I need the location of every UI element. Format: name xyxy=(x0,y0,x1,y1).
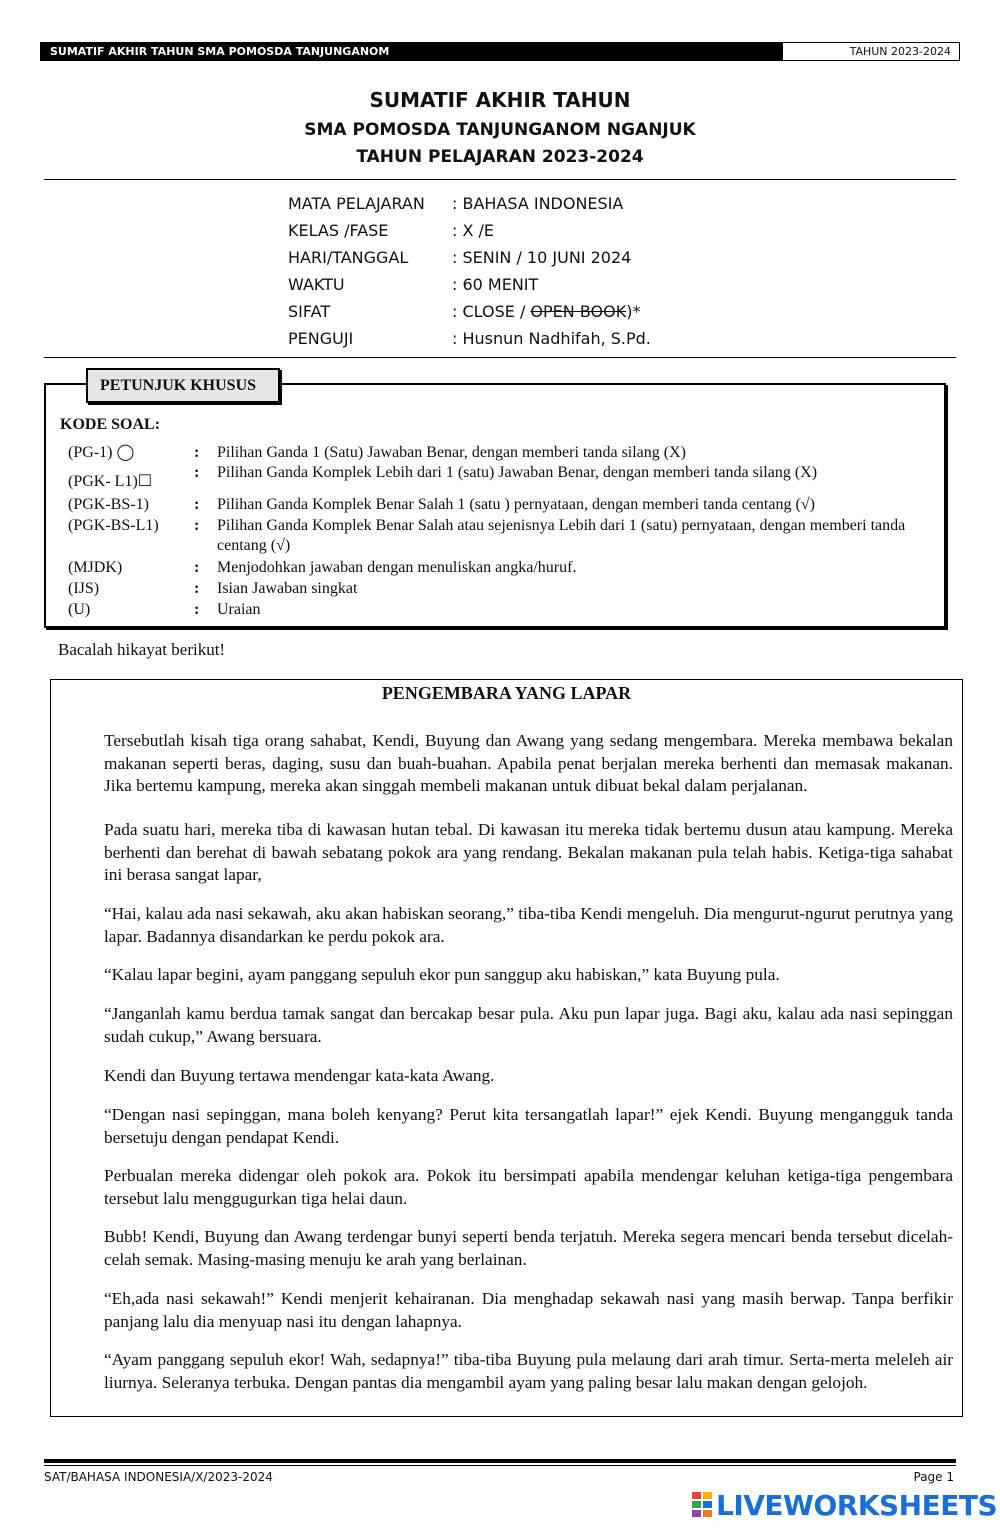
meta-label: WAKTU xyxy=(288,275,345,294)
meta-row-subject xyxy=(288,190,651,217)
divider-bottom xyxy=(44,357,956,358)
code-label: (PGK-BS-L1) xyxy=(68,517,159,534)
meta-value-strikethrough: OPEN BOOK xyxy=(530,302,627,321)
academic-year-title: TAHUN PELAJARAN 2023-2024 xyxy=(356,147,644,167)
divider-top xyxy=(44,179,956,180)
meta-row-time xyxy=(288,271,651,298)
meta-value: : 60 MENIT xyxy=(452,275,539,294)
exam-meta xyxy=(288,190,651,352)
code-label: (U) xyxy=(68,601,91,618)
school-banner: SUMATIF AKHIR TAHUN SMA POMOSDA TANJUNGANOM xyxy=(40,42,782,61)
story-paragraph: “Kalau lapar begini, ayam panggang sepuluh ekor pun sanggup aku habiskan,” kata Buyung pula. xyxy=(104,965,780,984)
code-label: (PGK-BS-1) xyxy=(68,496,149,513)
meta-label: PENGUJI xyxy=(288,329,354,348)
code-label: (PG-1) ◯ xyxy=(68,444,135,461)
code-colon: : xyxy=(194,559,200,576)
meta-value-prefix: : CLOSE / xyxy=(452,302,531,321)
story-title: PENGEMBARA YANG LAPAR xyxy=(381,683,632,703)
meta-label: SIFAT xyxy=(288,302,331,321)
code-list-title: KODE SOAL: xyxy=(60,416,161,433)
reading-instruction: Bacalah hikayat berikut! xyxy=(58,640,226,659)
story-paragraph: Pada suatu hari, mereka tiba di kawasan hutan tebal. Di kawasan itu mereka tidak bertemu dusun atau kampung. Mereka berhenti dan berehat di bawah sebatang pokok ara yang rendang. Bekalan makanan pula telah habis. Ketiga-tiga sahabat ini berasa sangat lapar, xyxy=(104,820,953,884)
story-paragraph: Kendi dan Buyung tertawa mendengar kata-kata Awang. xyxy=(104,1066,495,1085)
code-colon: : xyxy=(194,517,200,534)
top-header-bar xyxy=(40,42,960,61)
story-paragraph: “Ayam panggang sepuluh ekor! Wah, sedapnya!” tiba-tiba Buyung pula melaung dari arah timur. Serta-merta meleleh air liurnya. Seleranya terbuka. Dengan pantas dia mengambil ayam yang paling besar lalu makan dengan gelojoh. xyxy=(104,1350,953,1392)
story-paragraph: “Dengan nasi sepinggan, mana boleh kenyang? Perut kita tersangatlah lapar!” ejek Kendi. Buyung mengangguk tanda bersetuju dengan pendapat Kendi. xyxy=(104,1105,953,1147)
meta-row-date xyxy=(288,244,651,271)
code-description: Isian Jawaban singkat xyxy=(217,580,358,597)
code-label: (PGK- L1)☐ xyxy=(68,473,153,490)
story-paragraph: “Janganlah kamu berdua tamak sangat dan bercakap besar pula. Aku pun lapar juga. Bagi aku, kalau ada nasi sepinggan sudah cukup,” Awang bersuara. xyxy=(104,1004,953,1046)
code-colon: : xyxy=(194,601,200,618)
footer-page-number: Page 1 xyxy=(913,1470,954,1484)
meta-value: : X /E xyxy=(452,221,495,240)
meta-row-examiner xyxy=(288,325,651,352)
liveworksheets-wordmark: LIVEWORKSHEETS xyxy=(716,1489,998,1522)
code-colon: : xyxy=(194,464,200,481)
code-description: Menjodohkan jawaban dengan menuliskan angka/huruf. xyxy=(217,559,577,576)
code-description: Pilihan Ganda Komplek Benar Salah 1 (satu ) pernyataan, dengan memberi tanda centang (√) xyxy=(217,496,815,513)
exam-title: SUMATIF AKHIR TAHUN xyxy=(369,88,631,112)
meta-value: : BAHASA INDONESIA xyxy=(452,194,624,213)
code-colon: : xyxy=(194,444,200,461)
meta-label: KELAS /FASE xyxy=(288,221,389,240)
code-colon: : xyxy=(194,580,200,597)
liveworksheets-logo-icon xyxy=(692,1492,714,1518)
code-description: Pilihan Ganda 1 (Satu) Jawaban Benar, dengan memberi tanda silang (X) xyxy=(217,444,686,461)
story-paragraph: “Hai, kalau ada nasi sekawah, aku akan habiskan seorang,” tiba-tiba Kendi mengeluh. Dia mengurut-ngurut perutnya yang lapar. Badannya disandarkan ke perdu pokok ara. xyxy=(104,904,953,946)
meta-label: HARI/TANGGAL xyxy=(288,248,409,267)
meta-value: : Husnun Nadhifah, S.Pd. xyxy=(452,329,651,348)
year-tag: TAHUN 2023-2024 xyxy=(782,42,960,61)
story-paragraph: Perbualan mereka didengar oleh pokok ara. Pokok itu bersimpati apabila mendengar keluhan ketiga-tiga pengembara tersebut lalu menggugurkan tiga helai daun. xyxy=(104,1166,953,1208)
code-description: Uraian xyxy=(217,601,261,618)
code-description: Pilihan Ganda Komplek Benar Salah atau sejenisnya Lebih dari 1 (satu) pernyataan, dengan memberi tanda centang (√) xyxy=(217,517,906,554)
story-paragraph: Tersebutlah kisah tiga orang sahabat, Kendi, Buyung dan Awang yang sedang mengembara. Mereka membawa bekalan makanan seperti beras, daging, susu dan buah-buahan. Apabila penat berjalan mereka berhenti dan memasak makanan. Jika bertemu kampung, mereka akan singgah membeli makanan untuk dibuat bekal dalam perjalanan. xyxy=(104,731,953,795)
meta-row-class xyxy=(288,217,651,244)
code-label: (MJDK) xyxy=(68,559,123,576)
meta-value-suffix: )* xyxy=(626,302,641,321)
story-paragraph: Bubb! Kendi, Buyung dan Awang terdengar bunyi seperti benda terjatuh. Mereka segera mencari benda tersebut dicelah-celah semak. Masing-masing menuju ke arah yang berlainan. xyxy=(104,1227,953,1269)
story-paragraph: “Eh,ada nasi sekawah!” Kendi menjerit kehairanan. Dia menghadap sekawah nasi yang masih berwap. Tanpa berfikir panjang lalu dia menyuap nasi itu dengan lahapnya. xyxy=(104,1289,953,1331)
school-title: SMA POMOSDA TANJUNGANOM NGANJUK xyxy=(304,120,696,140)
meta-value: : SENIN / 10 JUNI 2024 xyxy=(452,248,632,267)
instructions-tab: PETUNJUK KHUSUS xyxy=(86,368,280,403)
code-description: Pilihan Ganda Komplek Lebih dari 1 (satu) Jawaban Benar, dengan memberi tanda silang (X) xyxy=(217,464,818,481)
meta-row-nature xyxy=(288,298,651,325)
code-label: (IJS) xyxy=(68,580,100,597)
footer-doc-code: SAT/BAHASA INDONESIA/X/2023-2024 xyxy=(44,1470,273,1484)
footer-thick-rule xyxy=(44,1459,956,1463)
meta-label: MATA PELAJARAN xyxy=(288,194,425,213)
code-colon: : xyxy=(194,496,200,513)
footer-thin-rule xyxy=(44,1465,956,1466)
